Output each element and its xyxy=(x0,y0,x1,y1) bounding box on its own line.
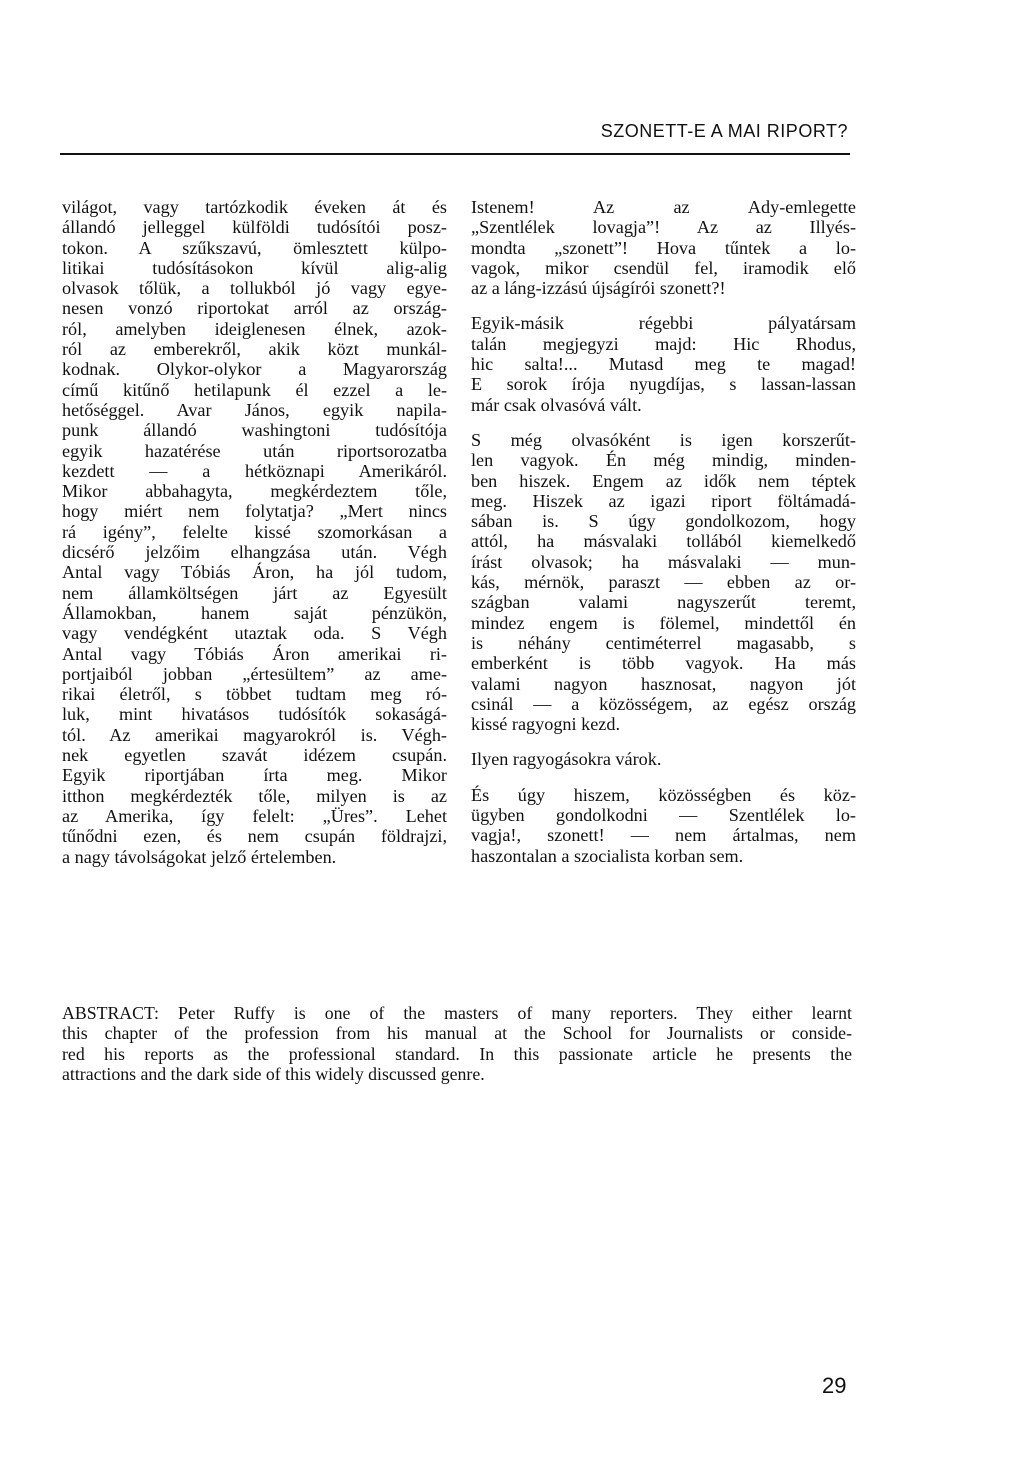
text-line: Antal vagy Tóbiás Áron amerikai ri- xyxy=(62,643,447,664)
running-header: SZONETT-E A MAI RIPORT? xyxy=(600,121,848,141)
text-line: már csak olvasóvá vált. xyxy=(471,394,642,415)
text-line: hic salta!... Mutasd meg te magad! xyxy=(471,354,856,375)
text-line: vagy vendégként utaztak oda. S Végh xyxy=(62,623,447,644)
text-line: emberként is több vagyok. Ha más xyxy=(471,653,856,674)
text-line: rikai életről, s többet tudtam meg ró- xyxy=(62,684,447,705)
paragraph xyxy=(62,197,447,867)
text-line: az a láng-izzású újságírói szonett?! xyxy=(471,278,726,299)
text-line: Mikor abbahagyta, megkérdeztem tőle, xyxy=(62,481,447,502)
abstract xyxy=(62,1003,852,1084)
page-number: 29 xyxy=(822,1373,847,1398)
abstract-line: ABSTRACT: Peter Ruffy is one of the masters of many reporters. They either learnt xyxy=(62,1003,852,1023)
text-line: sában is. S úgy gondolkozom, hogy xyxy=(471,511,856,532)
text-line: című kitűnő hetilapunk él ezzel a le- xyxy=(62,379,447,400)
text-line: tűnődni ezen, és nem csupán földrajzi, xyxy=(62,826,447,847)
text-line: S még olvasóként is igen korszerűt- xyxy=(471,429,856,450)
text-line: vagok, mikor csendül fel, iramodik elő xyxy=(471,257,856,278)
text-line: nem államköltségen járt az Egyesült xyxy=(62,582,447,603)
header-rule xyxy=(60,153,850,155)
paragraph xyxy=(471,430,856,734)
text-line: mondta „szonett”! Hova tűntek a lo- xyxy=(471,237,856,258)
left-column xyxy=(62,197,447,867)
text-line: len vagyok. Én még mindig, minden- xyxy=(471,450,856,471)
text-line: egyik hazatérése után riportsorozatba xyxy=(62,440,447,461)
text-line: valami nagyon hasznosat, nagyon jót xyxy=(471,673,856,694)
right-column xyxy=(471,197,856,866)
text-line: attól, ha másvalaki tollából kiemelkedő xyxy=(471,531,856,552)
paragraph-gap xyxy=(471,415,856,430)
text-line: Egyik-másik régebbi pályatársam xyxy=(471,313,856,334)
text-line: hetőséggel. Avar János, egyik napila- xyxy=(62,399,447,420)
text-line: luk, mint hivatásos tudósítók sokaságá- xyxy=(62,704,447,725)
paragraph xyxy=(471,749,856,769)
text-line: kás, mérnök, paraszt — ebben az or- xyxy=(471,572,856,593)
text-line: ben hiszek. Engem az idők nem téptek xyxy=(471,470,856,491)
text-line: hogy miért nem folytatja? „Mert nincs xyxy=(62,501,447,522)
text-line: litikai tudósításokon kívül alig-alig xyxy=(62,257,447,278)
text-line: Államokban, hanem saját pénzükön, xyxy=(62,602,447,623)
text-line: mindez engem is fölemel, mindettől én xyxy=(471,612,856,633)
text-line: csinál — a közösségem, az egész ország xyxy=(471,693,856,714)
text-line: talán megjegyzi majd: Hic Rhodus, xyxy=(471,333,856,354)
text-line: az Amerika, így felelt: „Üres”. Lehet xyxy=(62,805,447,826)
text-line: portjaiból jobban „értesültem” az ame- xyxy=(62,663,447,684)
text-line: a nagy távolságokat jelző értelemben. xyxy=(62,846,337,867)
text-line: olvasok tőlük, a tollukból jó vagy egye- xyxy=(62,278,447,299)
paragraph xyxy=(471,785,856,866)
text-line: ról az emberekről, akik közt munkál- xyxy=(62,339,447,360)
text-line: is néhány centiméterrel magasabb, s xyxy=(471,632,856,653)
text-line: punk állandó washingtoni tudósítója xyxy=(62,420,447,441)
text-line: dicsérő jelzőim elhangzása után. Végh xyxy=(62,542,447,563)
text-line: állandó jelleggel külföldi tudósítói posz- xyxy=(62,217,447,238)
text-line: Egyik riportjában írta meg. Mikor xyxy=(62,765,447,786)
text-line: itthon megkérdezték tőle, milyen is az xyxy=(62,785,447,806)
abstract-line: red his reports as the professional standard. In this passionate article he presents the xyxy=(62,1043,852,1064)
text-line: ügyben gondolkodni — Szentlélek lo- xyxy=(471,805,856,826)
paragraph-gap xyxy=(471,734,856,749)
text-line: rá igény”, felelte kissé szomorkásan a xyxy=(62,521,447,542)
abstract-line: this chapter of the profession from his manual at the School for Journalists or conside- xyxy=(62,1023,852,1044)
text-line: szágban valami nagyszerűt teremt, xyxy=(471,592,856,613)
text-line: tokon. A szűkszavú, ömlesztett külpo- xyxy=(62,237,447,258)
text-line: vagja!, szonett! — nem ártalmas, nem xyxy=(471,825,856,846)
text-line: Ilyen ragyogásokra várok. xyxy=(471,749,662,770)
text-line: haszontalan a szocialista korban sem. xyxy=(471,845,744,866)
abstract-line: attractions and the dark side of this widely discussed genre. xyxy=(62,1063,485,1084)
text-line: meg. Hiszek az igazi riport föltámadá- xyxy=(471,490,856,511)
text-line: Istenem! Az az Ady-emlegette xyxy=(471,197,856,217)
text-line: És úgy hiszem, közösségben és köz- xyxy=(471,784,856,805)
paragraph xyxy=(471,197,856,298)
text-line: tól. Az amerikai magyarokról is. Végh- xyxy=(62,724,447,745)
paragraph xyxy=(471,313,856,414)
text-line: E sorok írója nyugdíjas, s lassan-lassan xyxy=(471,374,856,395)
text-line: „Szentlélek lovagja”! Az az Illyés- xyxy=(471,217,856,238)
text-line: kodnak. Olykor-olykor a Magyarország xyxy=(62,359,447,380)
text-line: kissé ragyogni kezd. xyxy=(471,714,620,735)
text-line: kezdett — a hétköznapi Amerikáról. xyxy=(62,460,447,481)
paragraph-gap xyxy=(471,770,856,785)
text-line: Antal vagy Tóbiás Áron, ha jól tudom, xyxy=(62,562,447,583)
text-line: világot, vagy tartózkodik éveken át és xyxy=(62,197,447,217)
text-line: ról, amelyben ideiglenesen élnek, azok- xyxy=(62,318,447,339)
text-line: nek egyetlen szavát idézem csupán. xyxy=(62,745,447,766)
paragraph-gap xyxy=(471,298,856,313)
text-line: írást olvasok; ha másvalaki — mun- xyxy=(471,551,856,572)
text-line: nesen vonzó riportokat arról az ország- xyxy=(62,298,447,319)
